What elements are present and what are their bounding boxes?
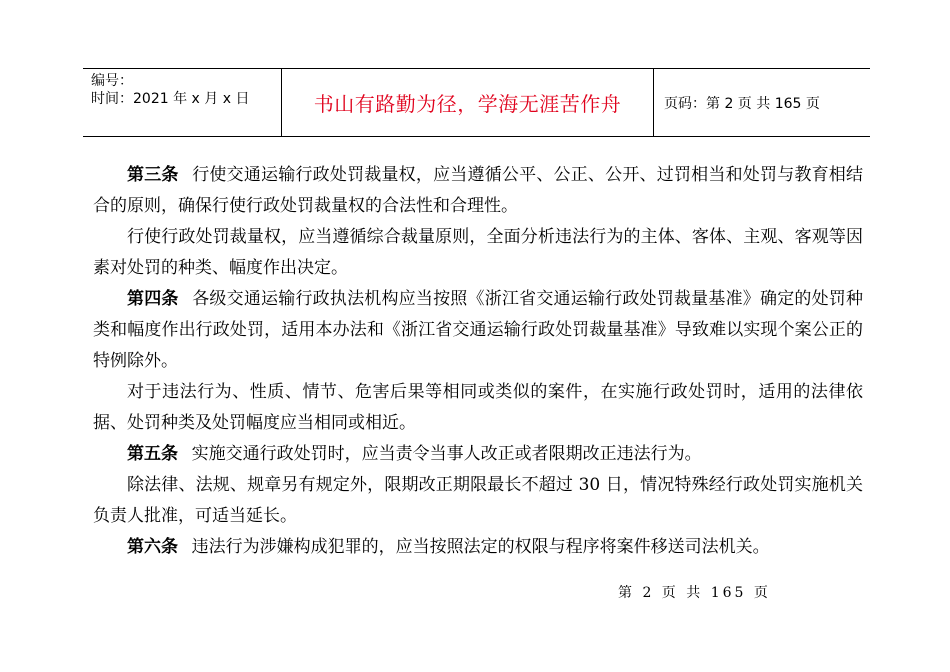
document-body bbox=[93, 160, 863, 563]
paragraph-text: 对于违法行为、性质、情节、危害后果等相同或类似的案件，在实施行政处罚时，适用的法律依据、处罚种类及处罚幅度应当相同或相近。 bbox=[93, 382, 863, 433]
article-number: 第六条 bbox=[127, 537, 178, 557]
paragraph-text: 实施交通行政处罚时，应当责令当事人改正或者限期改正违法行为。 bbox=[191, 444, 702, 464]
paragraph-article-3 bbox=[93, 160, 863, 222]
paragraph-text: 违法行为涉嫌构成犯罪的，应当按照法定的权限与程序将案件移送司法机关。 bbox=[191, 537, 770, 557]
paragraph-text: 除法律、法规、规章另有规定外，限期改正期限最长不超过 30 日，情况特殊经行政处罚实施机关负责人批准，可适当延长。 bbox=[93, 475, 863, 526]
article-number: 第三条 bbox=[127, 165, 179, 185]
article-number: 第五条 bbox=[127, 444, 178, 464]
header-meta bbox=[83, 69, 282, 136]
page-footer: 第 2 页 共 165 页 bbox=[618, 585, 771, 601]
paragraph-text: 行使交通运输行政处罚裁量权，应当遵循公平、公正、公开、过罚相当和处罚与教育相结合的原则，确保行使行政处罚裁量权的合法性和合理性。 bbox=[93, 165, 864, 216]
article-number: 第四条 bbox=[127, 289, 179, 309]
number-label: 编号： bbox=[91, 73, 133, 89]
paragraph-article-4 bbox=[93, 284, 863, 377]
date-label: 时间：2021 年 x 月 x 日 bbox=[91, 91, 250, 107]
document-header bbox=[83, 68, 870, 137]
header-motto: 书山有路勤为径，学海无涯苦作舟 bbox=[282, 69, 654, 136]
paragraph-text: 行使行政处罚裁量权，应当遵循综合裁量原则，全面分析违法行为的主体、客体、主观、客观等因素对处罚的种类、幅度作出决定。 bbox=[93, 227, 863, 278]
paragraph-article-6 bbox=[93, 532, 863, 563]
paragraph bbox=[93, 222, 863, 284]
paragraph bbox=[93, 470, 863, 532]
paragraph bbox=[93, 377, 863, 439]
header-page-info: 页码：第 2 页 共 165 页 bbox=[664, 95, 820, 112]
paragraph-text: 各级交通运输行政执法机构应当按照《浙江省交通运输行政处罚裁量基准》确定的处罚种类和幅度作出行政处罚，适用本办法和《浙江省交通运输行政处罚裁量基准》导致难以实现个案公正的特例除外。 bbox=[93, 289, 864, 371]
paragraph-article-5 bbox=[93, 439, 863, 470]
